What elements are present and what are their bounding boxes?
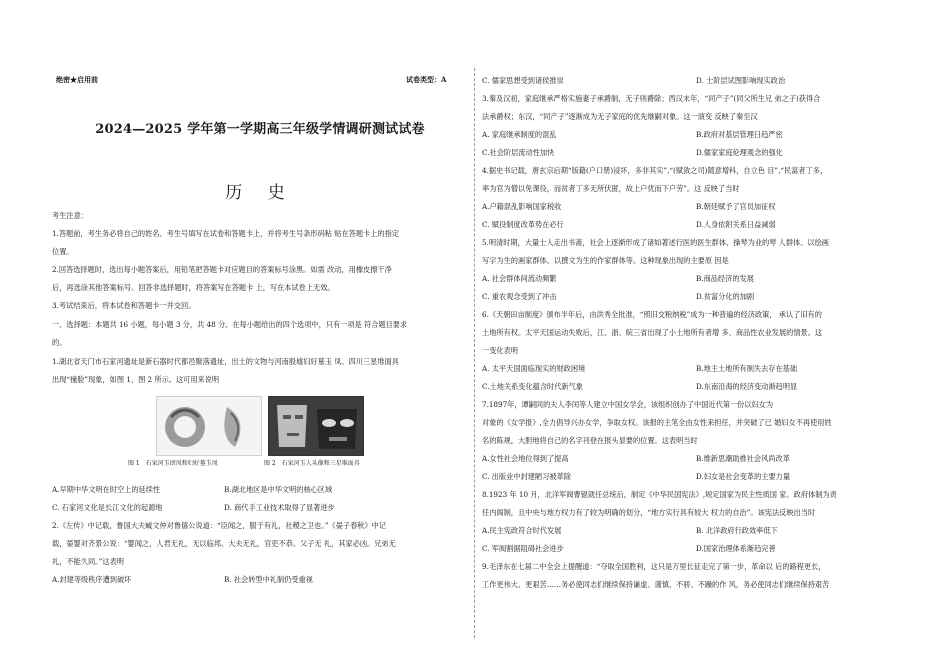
secret-mark: 绝密★启用前 bbox=[56, 75, 98, 84]
q7-stem: 名的陈规，大胆地将自己的名字刊登在报头显要的位置。这表明当时 bbox=[482, 436, 698, 445]
q8-option-b[interactable]: B. 北洋政府行政效率低下 bbox=[696, 526, 778, 535]
q2-stem: 载，晏婴对齐景公说：“婴闻之，人君无礼，无以临邦。大夫无礼，官吏不恭。父子无 礼，其家必凶。兄弟无 bbox=[52, 539, 396, 548]
q2-option-d[interactable]: D. 士阶层试图影响现实政治 bbox=[696, 76, 786, 85]
q9-stem: 9.毛泽东在七届二中全会上提醒道：“夺取全国胜利，这只是万里长征走完了第一步，革命以 后的路程更长， bbox=[482, 562, 826, 571]
q5-option-b[interactable]: B.商品经济的发展 bbox=[696, 274, 754, 283]
q7-option-c[interactable]: C. 出版业中封建陋习被革除 bbox=[482, 472, 571, 481]
q5-option-d[interactable]: D.贫富分化的加剧 bbox=[696, 292, 755, 301]
q6-option-a[interactable]: A. 太平天国面临现实的财政困境 bbox=[482, 364, 586, 373]
q7-stem: 对象的《女学报》,全力倡导兴办女学，争取女权。该报的主笔全由女性来担任，并突破了已 婚妇女不再使用姓 bbox=[482, 418, 832, 427]
notice-item: 2.回答选择题时，选出每小题答案后，用铅笔把答题卡对应题目的答案标号涂黑。如需 改动，用橡皮擦干净 bbox=[52, 265, 392, 274]
q8-option-c[interactable]: C. 军阀割据阻碍社会进步 bbox=[482, 544, 564, 553]
q2-stem: 礼，不能久同。”这表明 bbox=[52, 557, 124, 566]
notice-item: 1.答题前，考生务必将自己的姓名、考生号填写在试卷和答题卡上，并将考生号条形码粘 贴在答题卡上的指定 bbox=[52, 229, 399, 238]
q2-option-a[interactable]: A.封建等级秩序遭到破坏 bbox=[52, 575, 132, 584]
q6-stem: 一变化表明 bbox=[482, 346, 518, 355]
q8-stem: 任内阁制，且中央与地方权力有了较为明确的划分，“地方实行具有较大 权力的自治”。该宪法反映出当时 bbox=[482, 508, 816, 517]
q4-option-a[interactable]: A.户籍混乱影响国家税收 bbox=[482, 202, 562, 211]
q9-stem: 工作更伟大、更艰苦……务必使同志们继续保持谦虚、谨慎、不骄、不躁的作 风，务必使同志们继续保持艰苦 bbox=[482, 580, 830, 589]
q8-option-d[interactable]: D.国家治理体系渐趋完善 bbox=[696, 544, 776, 553]
q7-option-d[interactable]: D.妇女是社会变革的主要力量 bbox=[696, 472, 791, 481]
notice-item: 3.考试结束后，将本试卷和答题卡一并交回。 bbox=[52, 301, 196, 310]
q3-option-b[interactable]: B.政府对基层管理日趋严密 bbox=[696, 130, 783, 139]
q6-option-b[interactable]: B.地主土地所有制失去存在基础 bbox=[696, 364, 798, 373]
q4-option-b[interactable]: B.朝廷赋予了官员加征权 bbox=[696, 202, 776, 211]
figure2-caption: 图 2 石家河玉人头像和三星堆面具 bbox=[264, 460, 360, 467]
q1-option-c[interactable]: C. 石家河文化是长江文化的起源地 bbox=[52, 503, 163, 512]
notice-item: 位置。 bbox=[52, 247, 74, 256]
q2-option-c[interactable]: C. 儒家思想受到诸侯推崇 bbox=[482, 76, 564, 85]
notice-heading: 考生注意： bbox=[52, 211, 88, 220]
q7-option-b[interactable]: B.维新思潮助推社会风尚改革 bbox=[696, 454, 790, 463]
q4-option-c[interactable]: C. 赋役制度改革势在必行 bbox=[482, 220, 564, 229]
q2-option-b[interactable]: B. 社会转型中礼制仍受重视 bbox=[224, 575, 313, 584]
q5-stem: 写字为生的画家群体、以撰文为生的作家群体等。这种现象出现的主要原 因是 bbox=[482, 256, 729, 265]
q5-stem: 5.明清时期，大量士人走出书斋，社会上逐渐形成了诸如著述行医的医生群体、操琴为业的琴 人群体、以绘画 bbox=[482, 238, 829, 247]
q7-option-a[interactable]: A.女性社会地位得到了提高 bbox=[482, 454, 569, 463]
q6-stem: 土地所有权。太平天国运动失败后，江、浙、皖三省出现了小土地所有者增 多、商品性农业发展的情景。这 bbox=[482, 328, 823, 337]
q3-stem: 3.秦及汉初，家庭继承严格实施妻子承爵制，无子则爵除；西汉末年，“同产子”(同父所生兄 弟之子)获得合 bbox=[482, 94, 821, 103]
q6-option-d[interactable]: D.东南沿海的经济变动渐趋明显 bbox=[696, 382, 798, 391]
q8-stem: 8.1923 年 10 月，北洋军阀曹锟就任总统后，制定《中华民国宪法》,规定国家为民主性质国 家。政府体制为责 bbox=[482, 490, 837, 499]
exam-title: 2024—2025 学年第一学期高三年级学情调研测试试卷 bbox=[95, 122, 425, 137]
figure1-caption: 图 1 石家河玉团凤和妇好墓玉凤 bbox=[128, 460, 218, 467]
right-page bbox=[482, 0, 902, 672]
q2-stem: 2.《左传》中记载，鲁国大夫臧文仲对鲁僖公说道：“臣闻之，服于有礼，社稷之卫也。”《晏子春秋》中记 bbox=[52, 521, 387, 530]
q5-option-a[interactable]: A. 社会群体间流动频繁 bbox=[482, 274, 557, 283]
page-divider bbox=[474, 68, 475, 638]
q3-stem: 法承爵权；东汉，“同产子”逐渐成为无子家庭的优先继嗣对象。这一演变 反映了秦至汉 bbox=[482, 112, 758, 121]
subject-title: 历 史 bbox=[225, 183, 295, 203]
jade-phoenix-image bbox=[156, 396, 262, 456]
q4-stem: 4.据史书记载，唐玄宗后期“版籍(户口册)浸坏，多非其实”,“(赋敛之司)随意增科，自立色 目”,“民富者丁多， bbox=[482, 166, 828, 175]
q1-figures bbox=[156, 396, 362, 454]
section-heading: 一、选择题：本题共 16 小题，每小题 3 分，共 48 分。在每小题给出的四个选项中，只有一项是 符合题目要求 bbox=[52, 320, 408, 329]
notice-item: 后，再选涂其他答案标号。回答非选择题时，将答案写在答题卡 上，写在本试卷上无效。 bbox=[52, 283, 335, 292]
q1-stem: 1.湖北省天门市石家河遗址是新石器时代都邑聚落遗址，出土的文物与河南殷墟妇好墓玉 凤、四川三星堆面具 bbox=[52, 357, 399, 366]
exam-type: 试卷类型：A bbox=[406, 75, 447, 84]
q3-option-c[interactable]: C.社会阶层流动性加快 bbox=[482, 148, 555, 157]
q8-option-a[interactable]: A.民主宪政符合时代发展 bbox=[482, 526, 562, 535]
q4-option-d[interactable]: D.人身依附关系日益减弱 bbox=[696, 220, 776, 229]
q3-option-a[interactable]: A. 家庭继承制度的混乱 bbox=[482, 130, 557, 139]
q6-stem: 6.《天朝田亩制度》颁布半年后，由洪秀全批准，“照旧交粮纳税”成为一种普遍的经济政策， 承认了旧有的 bbox=[482, 310, 822, 319]
q4-stem: 率为官为僧以免课役，而贫者丁多无所伏匿，故上户优而下户劳”。这 反映了当时 bbox=[482, 184, 740, 193]
q1-option-d[interactable]: D. 商代手工业技术取得了显著进步 bbox=[224, 503, 335, 512]
jade-head-and-mask-image bbox=[268, 396, 364, 456]
section-heading-cont: 的。 bbox=[52, 338, 67, 347]
q3-option-d[interactable]: D.儒家家庭伦理观念的强化 bbox=[696, 148, 783, 157]
left-page bbox=[52, 0, 468, 672]
q1-stem: 出现“撞脸”现象，如图 1、图 2 所示。这可用来说明 bbox=[52, 375, 220, 384]
q5-option-c[interactable]: C. 重农观念受到了冲击 bbox=[482, 292, 557, 301]
q1-option-b[interactable]: B.湖北地区是中华文明的核心区域 bbox=[224, 485, 333, 494]
q7-stem: 7.1897年，谭嗣同的夫人李闰等人建立中国女学会，该组织创办了中国近代第一份以妇女为 bbox=[482, 400, 774, 409]
q1-option-a[interactable]: A.早期中华文明在时空上的延续性 bbox=[52, 485, 161, 494]
q6-option-c[interactable]: C.土地关系变化蕴含时代新气象 bbox=[482, 382, 583, 391]
